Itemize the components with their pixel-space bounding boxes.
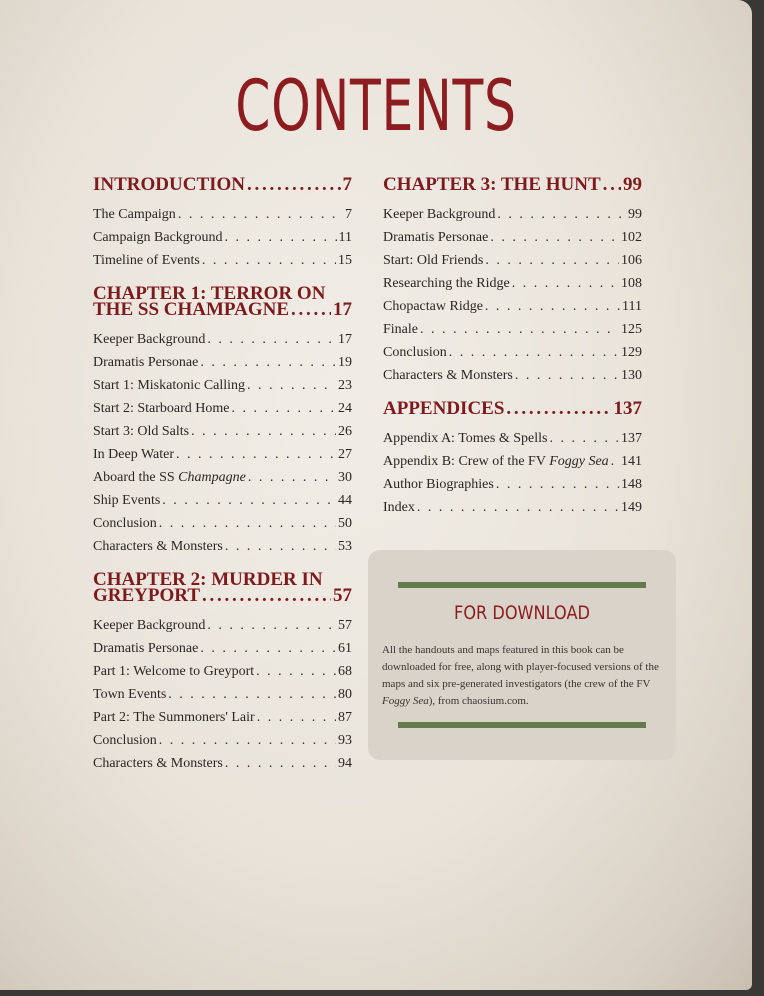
entry-title: Start 3: Old Salts [93,424,190,439]
entry-page: 26 [338,424,352,439]
toc-entry[interactable] [383,364,642,387]
entry-title: Ship Events [93,493,161,508]
dot-leader [257,706,336,729]
entry-page: 125 [621,322,642,337]
toc-entry[interactable] [93,226,352,249]
dot-leader [200,637,336,660]
entry-title: Start 2: Starboard Home [93,401,230,416]
toc-entry[interactable] [93,752,352,775]
entry-name [383,473,494,496]
entry-title: Timeline of Events [93,253,200,268]
entry-name [383,203,495,226]
dot-leader [248,466,336,489]
entry-name [93,706,255,729]
dot-leader [449,341,619,364]
entry-name [93,466,246,489]
entry-page: 99 [628,207,642,222]
toc-entry[interactable] [383,295,642,318]
toc-entry[interactable] [383,341,642,364]
entry-page: 7 [345,207,352,222]
toc-entry[interactable] [93,328,352,351]
toc-section [93,283,352,558]
page-title: CONTENTS [235,65,517,147]
entry-title: Researching the Ridge [383,276,510,291]
toc-entry[interactable] [93,443,352,466]
toc-entry[interactable] [93,637,352,660]
entry-title: Aboard the SS [93,470,179,485]
toc-entry[interactable] [383,496,642,519]
entry-title: The Campaign [93,207,176,222]
heading-text: CHAPTER 2: MURDER IN [93,569,323,590]
dot-leader [485,295,620,318]
dot-leader [162,489,336,512]
entry-title: Characters & Monsters [93,756,223,771]
dot-leader [496,473,619,496]
toc-entry[interactable] [93,614,352,637]
entry-page: 149 [621,500,642,515]
entry-title: Finale [383,322,418,337]
entry-title: Conclusion [93,516,157,531]
entry-title: Chopactaw Ridge [383,299,483,314]
entry-page: 23 [338,378,352,393]
entry-name [383,272,510,295]
dot-leader [485,249,619,272]
toc-entry[interactable] [93,249,352,272]
entry-name [383,249,483,272]
dot-leader [247,177,340,193]
entry-name [93,351,198,374]
toc-entry[interactable] [383,427,642,450]
dot-leader [225,752,336,775]
toc-section [383,398,642,519]
dot-leader [191,420,336,443]
entry-page: 129 [621,345,642,360]
heading-page: 137 [613,398,642,419]
entry-page: 87 [338,710,352,725]
dot-leader [256,660,336,683]
dot-leader [497,203,626,226]
heading-page: 57 [333,585,352,606]
entry-page: 94 [338,756,352,771]
entry-name [93,660,254,683]
entry-name [93,683,166,706]
heading-page: 99 [623,174,642,195]
tentacle-divider-icon [398,582,646,588]
entry-page: 141 [621,454,642,469]
entry-name [93,203,176,226]
entry-title: Conclusion [93,733,157,748]
section-heading[interactable] [93,585,352,606]
entry-name [383,226,488,249]
entry-title: Author Biographies [383,477,494,492]
toc-entry[interactable] [93,351,352,374]
entry-name [383,341,447,364]
dot-leader [512,272,619,295]
dot-leader [515,364,619,387]
entry-title: Appendix B: Crew of the FV [383,454,550,469]
entry-name [93,443,174,466]
section-heading[interactable] [93,299,352,320]
heading-text: THE SS CHAMPAGNE [93,299,290,320]
dot-leader [291,302,331,318]
entry-name [383,364,513,387]
toc-entry[interactable] [93,203,352,226]
toc-entry[interactable] [383,473,642,496]
toc-right-column [383,174,642,533]
entry-name [93,249,200,272]
dot-leader [225,535,336,558]
toc-entry[interactable] [383,450,642,473]
entry-name [93,226,222,249]
toc-entry[interactable] [383,272,642,295]
entry-name [383,496,415,519]
dot-leader [207,614,336,637]
entry-page: 15 [338,253,352,268]
dot-leader [202,249,336,272]
dot-leader [224,226,336,249]
dot-leader [506,401,611,417]
dot-leader [417,496,619,519]
entry-title: Keeper Background [93,618,206,633]
toc-entry[interactable] [93,374,352,397]
entry-page: 27 [338,447,352,462]
entry-title: Part 2: The Summoners' Lair [93,710,255,725]
toc-entry[interactable] [93,729,352,752]
entry-page: 130 [621,368,642,383]
dot-leader [231,397,336,420]
toc-entry[interactable] [93,535,352,558]
dot-leader [168,683,336,706]
toc-section [93,174,352,272]
entry-title: Characters & Monsters [383,368,513,383]
dot-leader [159,729,336,752]
toc-entry[interactable] [383,249,642,272]
toc-entry[interactable] [93,683,352,706]
toc-entry[interactable] [93,660,352,683]
toc-section [93,569,352,775]
tentacle-divider-icon [398,722,646,728]
toc-entry[interactable] [93,512,352,535]
entry-title: Dramatis Personae [93,355,199,370]
entry-page: 19 [338,355,352,370]
entry-title: Index [383,500,415,515]
dot-leader [420,318,619,341]
entry-page: 61 [338,641,352,656]
entry-name [93,729,157,752]
entry-name [383,450,609,473]
heading-text: APPENDICES [383,398,505,419]
toc-left-column [93,174,352,789]
entry-name [93,637,198,660]
entry-page: 137 [621,431,642,446]
entry-title: Keeper Background [383,207,496,222]
toc-section [383,174,642,387]
heading-text: GREYPORT [93,585,201,606]
entry-title: Characters & Monsters [93,539,223,554]
entry-title: Start 1: Miskatonic Calling [93,378,246,393]
dot-leader [200,351,336,374]
entry-name [93,397,229,420]
entry-title-italic: Champagne [178,470,246,485]
section-heading[interactable] [383,174,642,195]
heading-text: CHAPTER 1: TERROR ON [93,283,326,304]
dot-leader [178,203,343,226]
entry-title: Conclusion [383,345,447,360]
heading-page: 17 [333,299,352,320]
toc-entry[interactable] [383,318,642,341]
dot-leader [247,374,336,397]
entry-page: 24 [338,401,352,416]
entry-name [383,295,483,318]
entry-title: Campaign Background [93,230,223,245]
entry-title: Part 1: Welcome to Greyport [93,664,255,679]
entry-title-italic: Foggy Sea [549,454,609,469]
entry-page: 68 [338,664,352,679]
entry-name [93,535,223,558]
heading-page: 7 [342,174,352,195]
dot-leader [176,443,336,466]
entry-name [93,614,205,637]
entry-name [93,328,205,351]
entry-page: 30 [338,470,352,485]
heading-text: INTRODUCTION [93,174,246,195]
dot-leader [207,328,336,351]
toc-entry[interactable] [93,489,352,512]
entry-page: 111 [622,299,642,314]
entry-page: 11 [338,230,352,245]
entry-page: 108 [621,276,642,291]
entry-page: 44 [338,493,352,508]
entry-name [383,318,418,341]
entry-name [93,420,189,443]
entry-name [383,427,547,450]
section-heading[interactable] [383,398,642,419]
entry-page: 106 [621,253,642,268]
download-text: All the handouts and maps featured in this book can be downloaded for free, along with player-focused versions of the maps and six pre-generated investigators (the crew of the FV Foggy Sea), from chaosium.com. [382,644,659,707]
toc-entry[interactable] [93,706,352,729]
heading-text: CHAPTER 3: THE HUNT [383,174,601,195]
entry-page: 17 [338,332,352,347]
entry-title: In Deep Water [93,447,175,462]
entry-title: Appendix A: Tomes & Spells [383,431,548,446]
entry-page: 148 [621,477,642,492]
dot-leader [603,177,621,193]
entry-title: Dramatis Personae [93,641,199,656]
dot-leader [490,226,619,249]
toc-entry[interactable] [93,466,352,489]
entry-name [93,752,223,775]
toc-entry[interactable] [93,420,352,443]
entry-page: 57 [338,618,352,633]
entry-title: Town Events [93,687,167,702]
entry-page: 50 [338,516,352,531]
entry-name [93,374,245,397]
entry-name [93,512,157,535]
entry-title: Start: Old Friends [383,253,484,268]
entry-name [93,489,160,512]
entry-title: Dramatis Personae [383,230,489,245]
dot-leader [202,588,331,604]
toc-entry[interactable] [383,226,642,249]
entry-page: 80 [338,687,352,702]
dot-leader [611,450,619,473]
entry-page: 102 [621,230,642,245]
entry-page: 53 [338,539,352,554]
section-heading[interactable] [93,174,352,195]
entry-page: 93 [338,733,352,748]
entry-title: Keeper Background [93,332,206,347]
download-box [368,550,676,760]
download-title: FOR DOWNLOAD [454,602,590,624]
dot-leader [159,512,336,535]
dot-leader [549,427,619,450]
toc-entry[interactable] [383,203,642,226]
toc-entry[interactable] [93,397,352,420]
